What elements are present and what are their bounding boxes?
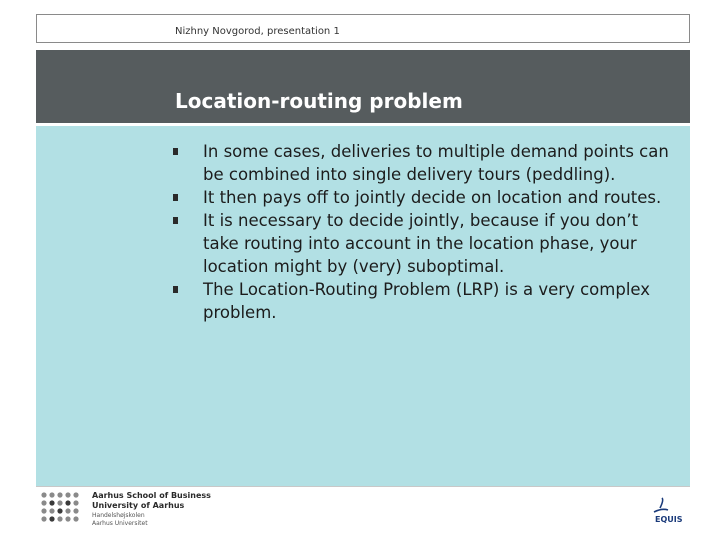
sub-line1: Handelshøjskolen — [92, 512, 145, 519]
header-text: Nizhny Novgorod, presentation 1 — [175, 26, 340, 37]
bullet-text: In some cases, deliveries to multiple demand points can be combined into single delivery tours (peddling). — [203, 142, 669, 184]
university-name — [92, 491, 211, 511]
bullet-square-icon — [173, 194, 178, 201]
bullet-square-icon — [173, 217, 178, 224]
bullet-text: It then pays off to jointly decide on location and routes. — [203, 188, 662, 207]
bullet-text: It is necessary to decide jointly, because if you don’t take routing into account in the location phase, your location might by (very) suboptimal. — [203, 211, 639, 276]
bullet-list — [170, 140, 670, 324]
bullet-square-icon — [173, 286, 178, 293]
university-line2: University of Aarhus — [92, 501, 185, 510]
university-logo-icon — [40, 491, 84, 527]
university-subname — [92, 512, 148, 528]
bullet-square-icon — [173, 148, 178, 155]
slide-title: Location-routing problem — [175, 89, 463, 113]
equis-label: EQUIS — [655, 515, 683, 524]
equis-logo-icon — [650, 496, 690, 526]
bullet-item — [170, 140, 670, 186]
header-box — [36, 14, 690, 43]
bullet-item — [170, 209, 670, 278]
bullet-item — [170, 278, 670, 324]
university-line1: Aarhus School of Business — [92, 491, 211, 500]
footer-divider — [36, 486, 690, 487]
bullet-item — [170, 186, 670, 209]
sub-line2: Aarhus Universitet — [92, 520, 148, 527]
bullet-text: The Location-Routing Problem (LRP) is a very complex problem. — [203, 280, 651, 322]
